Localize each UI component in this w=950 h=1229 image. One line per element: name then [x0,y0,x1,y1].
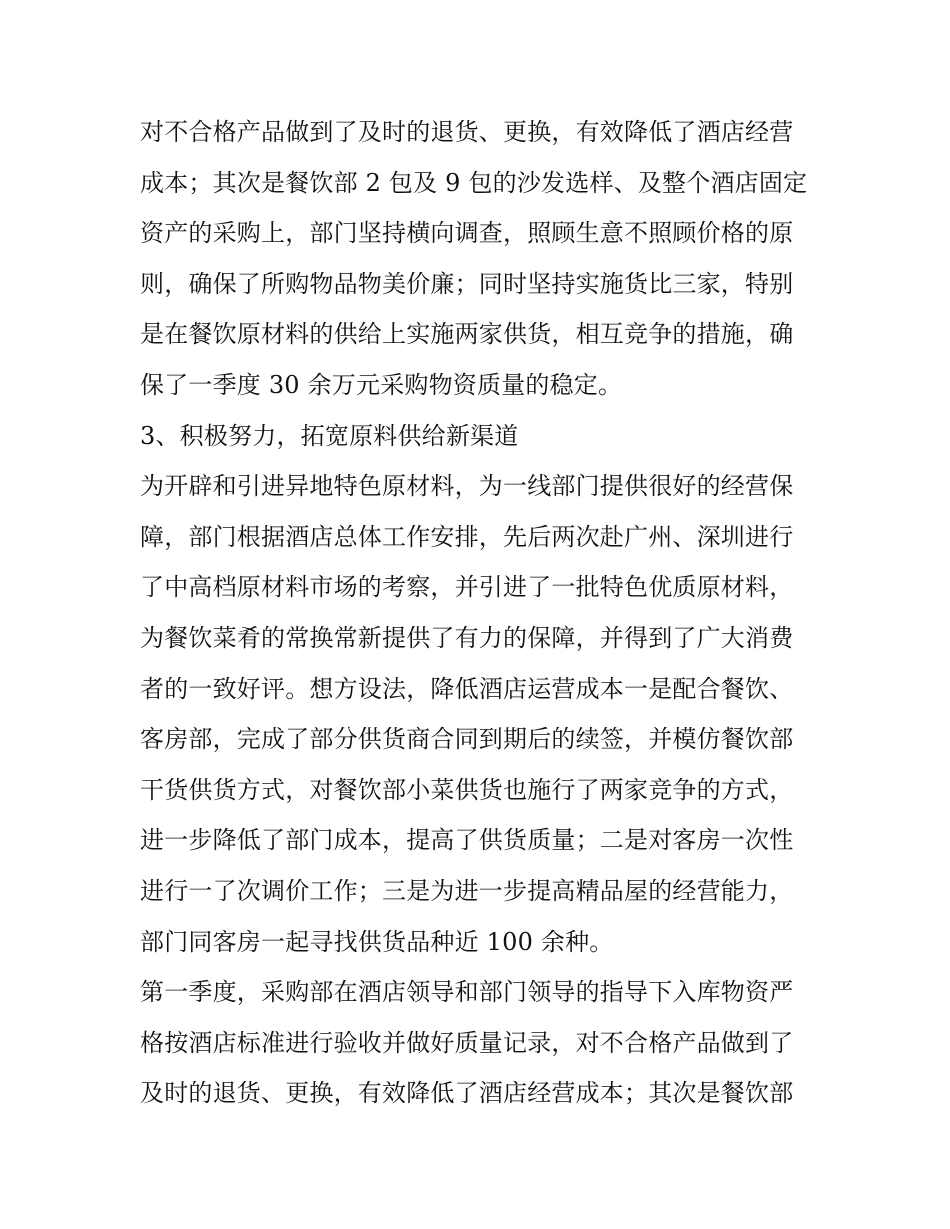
text-line: 干货供货方式，对餐饮部小菜供货也施行了两家竞争的方式， [140,775,794,804]
text-line: 对不合格产品做到了及时的退货、更换，有效降低了酒店经营 [140,118,794,146]
text-line: 是在餐饮原材料的供给上实施两家供货，相互竞争的措施，确 [140,320,794,349]
text-line: 者的一致好评。想方设法，降低酒店运营成本一是配合餐饮、 [140,674,794,703]
text-line: 第一季度，采购部在酒店领导和部门领导的指导下入库物资严 [140,978,794,1007]
text-line: 进一步降低了部门成本，提高了供货质量；二是对客房一次性 [140,826,794,855]
text-line: 成本；其次是餐饮部 2 包及 9 包的沙发选样、及整个酒店固定 [140,168,808,197]
document-text [140,107,840,1119]
text-line: 为开辟和引进异地特色原材料，为一线部门提供很好的经营保 [140,472,794,501]
text-line: 部门同客房一起寻找供货品种近 100 余种。 [140,927,614,956]
text-line: 保了一季度 30 余万元采购物资质量的稳定。 [140,370,623,399]
text-line: 进行一了次调价工作；三是为进一步提高精品屋的经营能力， [140,876,794,905]
text-line: 客房部，完成了部分供货商合同到期后的续签，并模仿餐饮部 [140,725,794,754]
section-heading: 3、积极努力，拓宽原料供给新渠道 [140,421,519,450]
text-line: 资产的采购上，部门坚持横向调查，照顾生意不照顾价格的原 [140,219,794,248]
text-line: 及时的退货、更换，有效降低了酒店经营成本；其次是餐饮部 [140,1079,794,1108]
text-line: 了中高档原材料市场的考察，并引进了一批特色优质原材料， [140,573,794,602]
text-line: 格按酒店标准进行验收并做好质量记录，对不合格产品做到了 [140,1028,794,1057]
text-line: 障，部门根据酒店总体工作安排，先后两次赴广州、深圳进行 [140,522,794,551]
text-line: 为餐饮菜肴的常换常新提供了有力的保障，并得到了广大消费 [140,623,794,652]
text-line: 则，确保了所购物品物美价廉；同时坚持实施货比三家，特别 [140,269,794,298]
